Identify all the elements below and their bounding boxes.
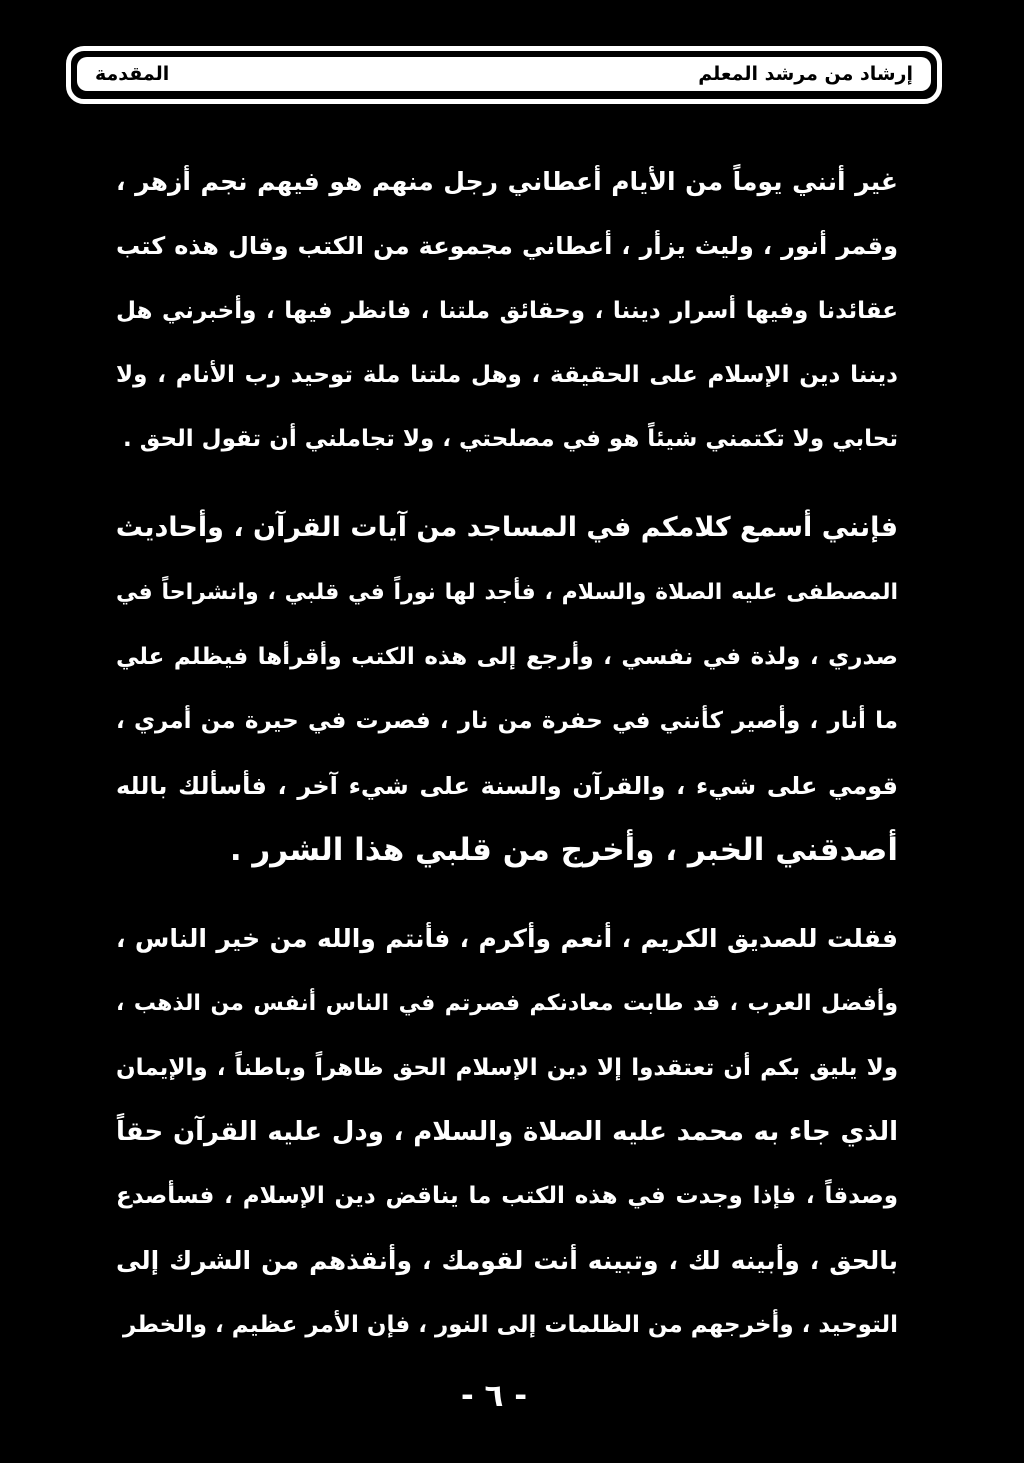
text-line: ولا يليق بكم أن تعتقدوا إلا دين الإسلام الحق ظاهراً وباطناً ، والإيمان: [116, 1054, 898, 1081]
book-title: إرشاد من مرشد المعلم: [698, 63, 913, 85]
text-line: بالحق ، وأبينه لك ، وتبينه أنت لقومك ، وأنقذهم من الشرك إلى: [116, 1245, 898, 1275]
text-line: فإنني أسمع كلامكم في المساجد من آيات القرآن ، وأحاديث: [115, 512, 898, 544]
text-line: وأفضل العرب ، قد طابت معادنكم فصرتم في الناس أنفس من الذهب ،: [116, 990, 898, 1016]
text-line: وصدقاً ، فإذا وجدت في هذه الكتب ما يناقض دين الإسلام ، فسأصدع: [116, 1183, 898, 1210]
page-number: - ٦ -: [460, 1378, 528, 1414]
text-line: أصدقني الخبر ، وأخرج من قلبي هذا الشرر .: [229, 831, 898, 868]
running-header-band: [77, 57, 931, 91]
text-line: غير أنني يوماً من الأيام أعطاني رجل منهم هو فيهم نجم أزهر ،: [116, 167, 898, 196]
text-line: المصطفى عليه الصلاة والسلام ، فأجد لها نوراً في قلبي ، وانشراحاً في: [116, 579, 898, 605]
text-line: عقائدنا وفيها أسرار ديننا ، وحقائق ملتنا ، فانظر فيها ، وأخبرني هل: [116, 297, 898, 324]
text-line: فقلت للصديق الكريم ، أنعم وأكرم ، فأنتم والله من خير الناس ،: [116, 924, 898, 954]
text-line: تحابي ولا تكتمني شيئاً هو في مصلحتي ، ولا تجاملني أن تقول الحق .: [123, 426, 898, 453]
text-line: قومي على شيء ، والقرآن والسنة على شيء آخر ، فأسألك بالله: [116, 771, 898, 800]
section-title: المقدمة: [95, 63, 170, 85]
text-line: وقمر أنور ، وليث يزأر ، أعطاني مجموعة من الكتب وقال هذه كتب: [116, 232, 898, 261]
text-line: الذي جاء به محمد عليه الصلاة والسلام ، ودل عليه القرآن حقاً: [116, 1117, 898, 1148]
text-line: صدري ، ولذة في نفسي ، وأرجع إلى هذه الكتب وأقرأها فيظلم علي: [116, 644, 898, 671]
paragraph-1: [116, 150, 898, 471]
text-line: ديننا دين الإسلام على الحقيقة ، وهل ملتنا ملة توحيد رب الأنام ، ولا: [116, 361, 898, 388]
running-header: [66, 46, 942, 104]
text-line: التوحيد ، وأخرجهم من الظلمات إلى النور ، فإن الأمر عظيم ، والخطر: [122, 1312, 898, 1339]
body-text: [115, 150, 898, 1339]
paragraph-3: [116, 907, 898, 1357]
text-line: ما أنار ، وأصير كأنني في حفرة من نار ، فصرت في حيرة من أمري ،: [116, 708, 898, 735]
paragraph-2: [116, 496, 898, 882]
